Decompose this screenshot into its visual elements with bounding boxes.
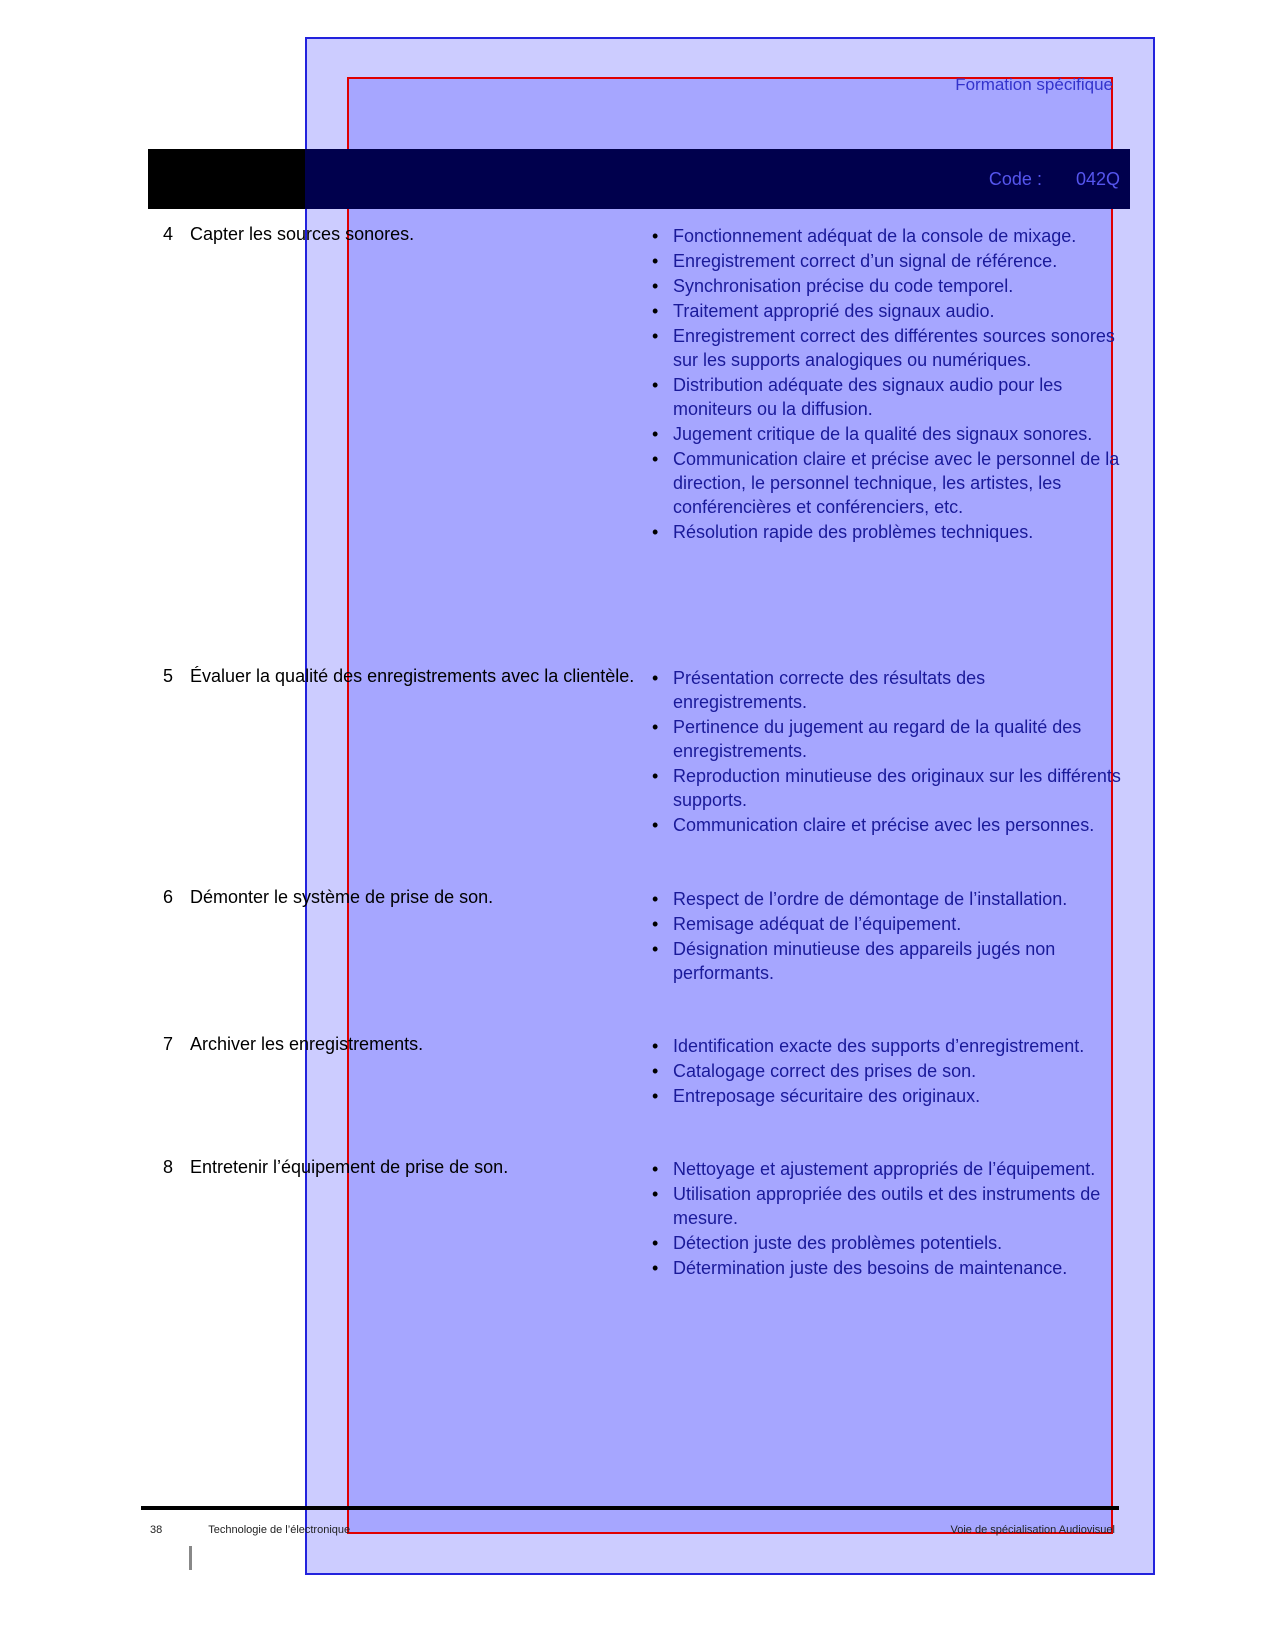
code-value: 042Q <box>1075 169 1120 189</box>
criterion: • Détection juste des problèmes potentiels. <box>652 1231 1122 1255</box>
criterion: • Résolution rapide des problèmes techniques. <box>652 520 1122 544</box>
criterion: • Jugement critique de la qualité des signaux sonores. <box>652 422 1122 446</box>
step <box>163 1155 653 1179</box>
criterion: • Respect de l’ordre de démontage de l’installation. <box>652 887 1122 911</box>
criterion: • Identification exacte des supports d’enregistrement. <box>652 1034 1122 1058</box>
criterion: • Fonctionnement adéquat de la console de mixage. <box>652 224 1122 248</box>
criterion: • Utilisation appropriée des outils et des instruments de mesure. <box>652 1182 1122 1230</box>
criterion: • Reproduction minutieuse des originaux sur les différents supports. <box>652 764 1122 812</box>
criterion: • Catalogage correct des prises de son. <box>652 1059 1122 1083</box>
criterion: • Enregistrement correct des différentes sources sonores sur les supports analogiques ou numériques. <box>652 324 1122 372</box>
criterion: • Distribution adéquate des signaux audio pour les moniteurs ou la diffusion. <box>652 373 1122 421</box>
section-title: Formation spécifique <box>955 75 1113 94</box>
criterion: • Communication claire et précise avec le personnel de la direction, le personnel technique, les artistes, les conférencières et conférenciers, etc. <box>652 447 1122 519</box>
page-number: 38 <box>150 1524 163 1536</box>
criterion: • Remisage adéquat de l’équipement. <box>652 912 1122 936</box>
course-code <box>989 169 1120 190</box>
criterion: • Entreposage sécuritaire des originaux. <box>652 1084 1122 1108</box>
footer-track: Voie de spécialisation Audiovisuel <box>950 1524 1115 1536</box>
criterion: • Synchronisation précise du code temporel. <box>652 274 1122 298</box>
criterion: • Détermination juste des besoins de maintenance. <box>652 1256 1122 1280</box>
step-number: 5 <box>163 666 174 686</box>
step-number: 6 <box>163 887 174 907</box>
step <box>163 1032 653 1056</box>
criteria-list <box>652 1034 1122 1109</box>
criterion: • Désignation minutieuse des appareils jugés non performants. <box>652 937 1122 985</box>
program-name: Technologie de l’électronique <box>208 1524 351 1536</box>
step <box>163 664 653 688</box>
step-title: Démonter le système de prise de son. <box>190 887 494 907</box>
step <box>163 222 653 246</box>
step-number: 8 <box>163 1157 174 1177</box>
criteria-list <box>652 887 1122 986</box>
step-title: Entretenir l’équipement de prise de son. <box>190 1157 509 1177</box>
step-title: Capter les sources sonores. <box>190 224 415 244</box>
criterion: • Nettoyage et ajustement appropriés de l’équipement. <box>652 1157 1122 1181</box>
margin-mark <box>189 1546 192 1570</box>
step-number: 4 <box>163 224 174 244</box>
criterion: • Communication claire et précise avec les personnes. <box>652 813 1122 837</box>
step-title: Archiver les enregistrements. <box>190 1034 424 1054</box>
criterion: • Présentation correcte des résultats des enregistrements. <box>652 666 1122 714</box>
criteria-list <box>652 224 1122 545</box>
footer-rule <box>141 1506 1119 1510</box>
criterion: • Traitement approprié des signaux audio. <box>652 299 1122 323</box>
step <box>163 885 653 909</box>
criterion: • Enregistrement correct d’un signal de référence. <box>652 249 1122 273</box>
step-number: 7 <box>163 1034 174 1054</box>
footer-left <box>150 1524 350 1536</box>
criterion: • Pertinence du jugement au regard de la qualité des enregistrements. <box>652 715 1122 763</box>
criteria-list <box>652 666 1122 838</box>
code-label-text: Code : <box>988 169 1042 189</box>
step-title: Évaluer la qualité des enregistrements avec la clientèle. <box>190 666 635 686</box>
criteria-list <box>652 1157 1122 1281</box>
